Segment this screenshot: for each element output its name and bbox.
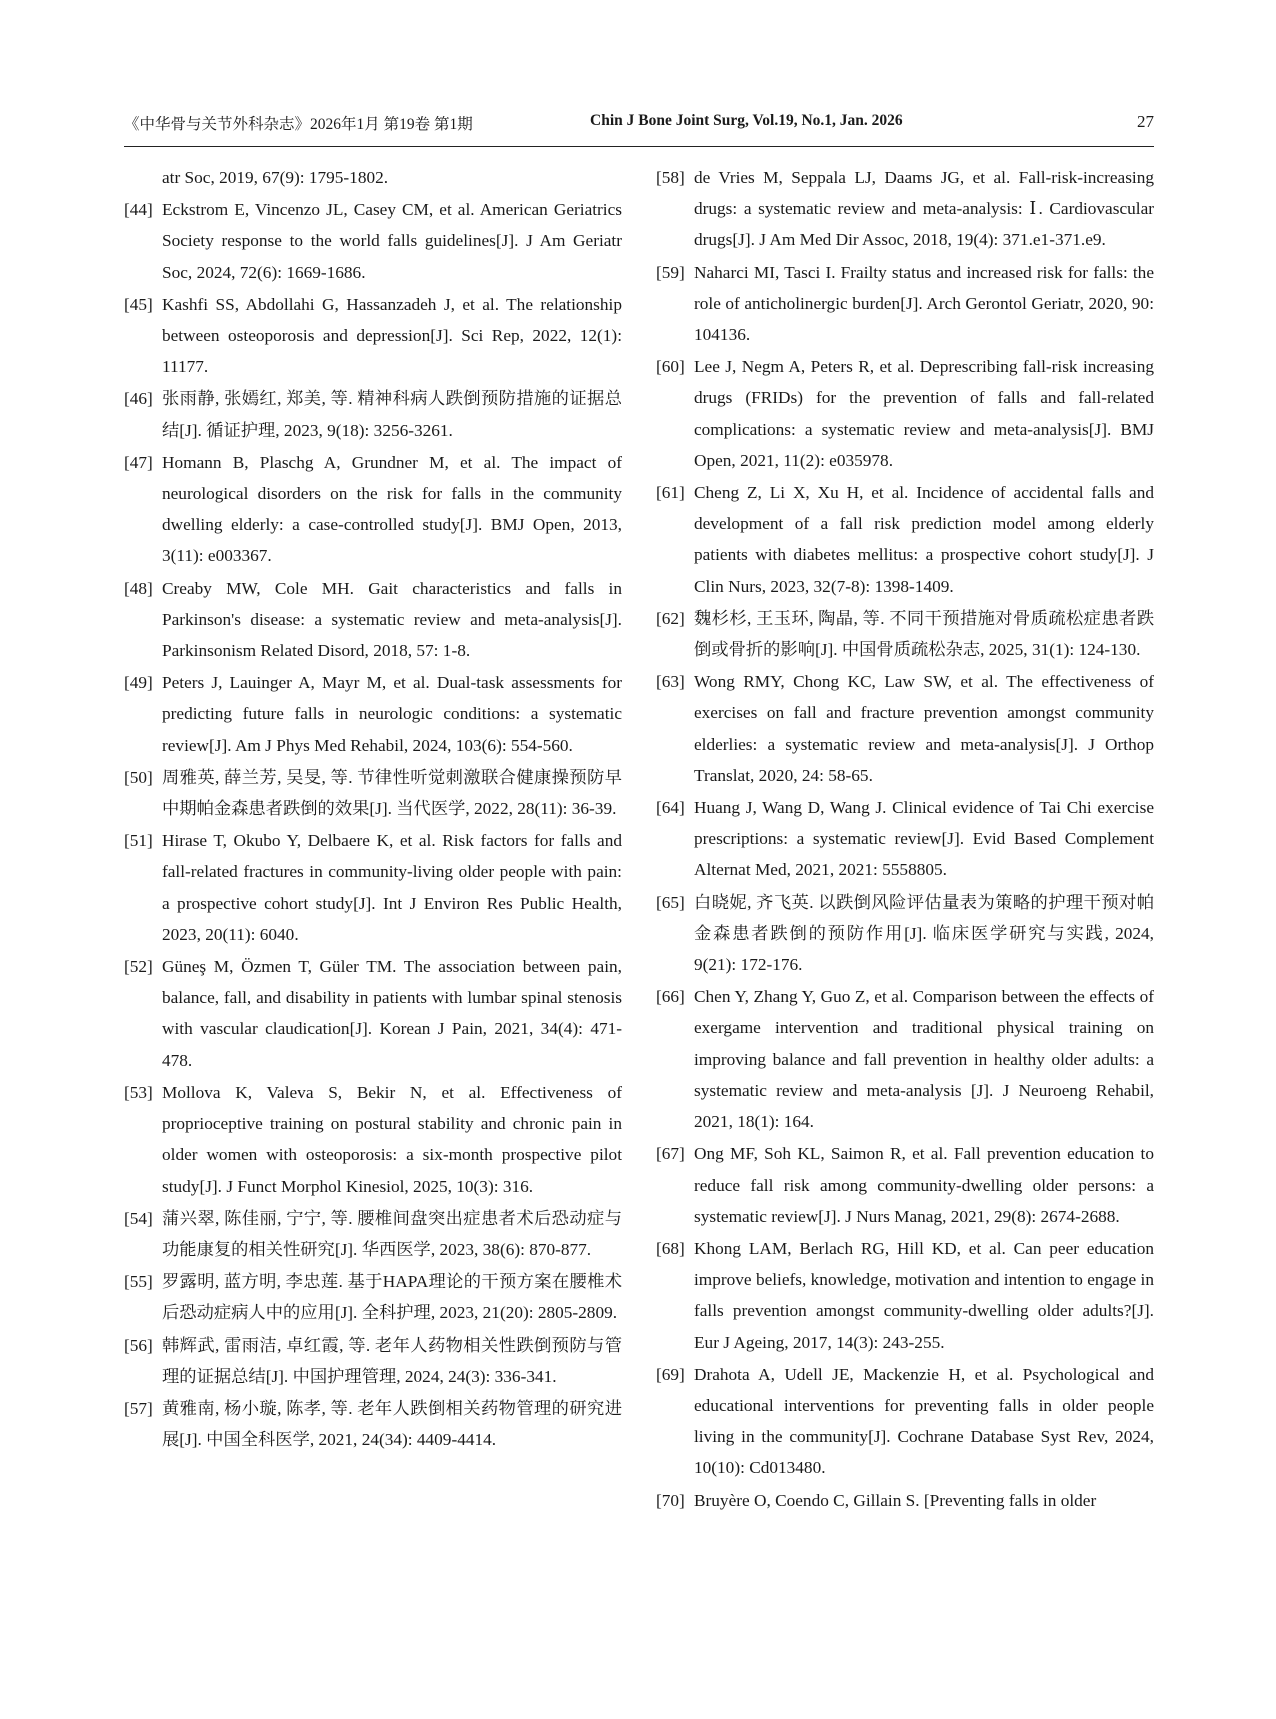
reference-text: 周雅英, 薛兰芳, 吴旻, 等. 节律性听觉刺激联合健康操预防早中期帕金森患者跌倒的效果[J]. 当代医学, 2022, 28(11): 36-39. xyxy=(162,767,622,819)
reference-entry xyxy=(124,762,622,824)
reference-text: atr Soc, 2019, 67(9): 1795-1802. xyxy=(162,168,389,187)
reference-number: [64] xyxy=(656,798,685,818)
reference-number: [45] xyxy=(124,294,153,314)
reference-number: [51] xyxy=(124,831,153,851)
reference-entry xyxy=(656,1359,1154,1484)
reference-number: [56] xyxy=(124,1335,153,1355)
reference-entry xyxy=(124,573,622,667)
reference-entry xyxy=(656,162,1154,256)
reference-text: Khong LAM, Berlach RG, Hill KD, et al. Can peer education improve beliefs, knowledge, motivation and intention to engage in falls prevention amongst community-dwelling older adults?[J]. Eur J Ageing, 2017, 14(3): 243-255. xyxy=(694,1238,1154,1352)
reference-entry xyxy=(124,1203,622,1265)
reference-text: 韩辉武, 雷雨洁, 卓红霞, 等. 老年人药物相关性跌倒预防与管理的证据总结[J]. 中国护理管理, 2024, 24(3): 336-341. xyxy=(162,1335,622,1386)
reference-column-right xyxy=(656,162,1154,1517)
reference-text: Creaby MW, Cole MH. Gait characteristics and falls in Parkinson's disease: a systematic review and meta-analysis[J]. Parkinsonism Related Disord, 2018, 57: 1-8. xyxy=(162,578,622,661)
reference-entry xyxy=(656,351,1154,476)
reference-text: 黄雅南, 杨小璇, 陈孝, 等. 老年人跌倒相关药物管理的研究进展[J]. 中国全科医学, 2021, 24(34): 4409-4414. xyxy=(162,1398,622,1450)
journal-title-cn: 《中华骨与关节外科杂志》2026年1月 第19卷 第1期 xyxy=(124,116,473,133)
reference-entry xyxy=(656,1138,1154,1232)
reference-number: [47] xyxy=(124,452,153,472)
reference-number: [48] xyxy=(124,578,153,598)
reference-text: Huang J, Wang D, Wang J. Clinical evidence of Tai Chi exercise prescriptions: a systematic review[J]. Evid Based Complement Alternat Med, 2021, 2021: 5558805. xyxy=(694,798,1154,880)
reference-number: [68] xyxy=(656,1238,685,1258)
reference-number: [53] xyxy=(124,1082,153,1102)
reference-text: 蒲兴翠, 陈佳丽, 宁宁, 等. 腰椎间盘突出症患者术后恐动症与功能康复的相关性研究[J]. 华西医学, 2023, 38(6): 870-877. xyxy=(162,1208,622,1259)
reference-entry xyxy=(124,1330,622,1392)
reference-entry xyxy=(656,1233,1154,1358)
reference-text: Wong RMY, Chong KC, Law SW, et al. The effectiveness of exercises on fall and fracture prevention amongst community elderlies: a systematic review and meta-analysis[J]. J Orthop Translat, 2020, 24: 58-65. xyxy=(694,672,1154,785)
reference-text: Ong MF, Soh KL, Saimon R, et al. Fall prevention education to reduce fall risk among community-dwelling older persons: a systematic review[J]. J Nurs Manag, 2021, 29(8): 2674-2688. xyxy=(694,1144,1154,1226)
reference-text: 魏杉杉, 王玉环, 陶晶, 等. 不同干预措施对骨质疏松症患者跌倒或骨折的影响[J]. 中国骨质疏松杂志, 2025, 31(1): 124-130. xyxy=(694,608,1154,660)
reference-number: [44] xyxy=(124,200,153,220)
reference-number: [69] xyxy=(656,1364,685,1384)
reference-text: 白晓妮, 齐飞英. 以跌倒风险评估量表为策略的护理干预对帕金森患者跌倒的预防作用[J]. 临床医学研究与实践, 2024, 9(21): 172-176. xyxy=(694,892,1154,975)
reference-entry xyxy=(656,477,1154,602)
reference-entry xyxy=(124,194,622,288)
reference-text: Güneş M, Özmen T, Güler TM. The association between pain, balance, fall, and disability in patients with lumbar spinal stenosis with vascular claudication[J]. Korean J Pain, 2021, 34(4): 471-478. xyxy=(162,957,622,1070)
reference-text: Homann B, Plaschg A, Grundner M, et al. The impact of neurological disorders on the risk for falls in the community dwelling elderly: a case-controlled study[J]. BMJ Open, 2013, 3(11): e003367. xyxy=(162,452,622,566)
reference-entry xyxy=(124,383,622,445)
reference-entry xyxy=(656,887,1154,981)
reference-entry xyxy=(124,162,622,193)
reference-entry xyxy=(656,792,1154,886)
reference-entry xyxy=(656,981,1154,1137)
reference-number: [62] xyxy=(656,608,685,628)
reference-text: de Vries M, Seppala LJ, Daams JG, et al. Fall-risk-increasing drugs: a systematic review and meta-analysis: Ⅰ. Cardiovascular drugs[J]. J Am Med Dir Assoc, 2018, 19(4): 371.e1-371.e9. xyxy=(694,168,1154,250)
reference-entry xyxy=(124,951,622,1076)
reference-number: [66] xyxy=(656,987,685,1007)
running-header xyxy=(124,112,1154,138)
reference-text: Cheng Z, Li X, Xu H, et al. Incidence of accidental falls and development of a fall risk prediction model among elderly patients with diabetes mellitus: a prospective cohort study[J]. J Clin Nurs, 2023, 32(7-8): 1398-1409. xyxy=(694,483,1154,596)
reference-number: [65] xyxy=(656,892,685,912)
reference-number: [50] xyxy=(124,767,153,787)
reference-text: Drahota A, Udell JE, Mackenzie H, et al. Psychological and educational interventions for preventing falls in older people living in the community[J]. Cochrane Database Syst Rev, 2024, 10(10): Cd013480. xyxy=(694,1364,1154,1478)
reference-number: [49] xyxy=(124,673,153,693)
reference-entry xyxy=(656,257,1154,351)
reference-number: [63] xyxy=(656,672,685,692)
reference-text: Peters J, Lauinger A, Mayr M, et al. Dual-task assessments for predicting future falls in neurologic conditions: a systematic review[J]. Am J Phys Med Rehabil, 2024, 103(6): 554-560. xyxy=(162,673,622,755)
reference-entry xyxy=(124,289,622,383)
reference-number: [52] xyxy=(124,957,153,977)
reference-text: Mollova K, Valeva S, Bekir N, et al. Effectiveness of proprioceptive training on postural stability and chronic pain in older women with osteoporosis: a six-month prospective pilot study[J]. J Funct Morphol Kinesiol, 2025, 10(3): 316. xyxy=(162,1082,622,1196)
reference-entry xyxy=(124,667,622,761)
reference-number: [67] xyxy=(656,1144,685,1164)
reference-number: [58] xyxy=(656,168,685,187)
reference-entry xyxy=(656,603,1154,665)
reference-entry xyxy=(656,1485,1154,1516)
reference-entry xyxy=(124,1393,622,1455)
reference-number: [46] xyxy=(124,389,153,409)
reference-number: [70] xyxy=(656,1490,685,1510)
reference-text: Naharci MI, Tasci I. Frailty status and increased risk for falls: the role of anticholinergic burden[J]. Arch Gerontol Geriatr, 2020, 90: 104136. xyxy=(694,262,1154,345)
reference-number: [54] xyxy=(124,1208,153,1228)
reference-text: Hirase T, Okubo Y, Delbaere K, et al. Risk factors for falls and fall-related fractures in community-living older people with pain: a prospective cohort study[J]. Int J Environ Res Public Health, 2023, 20(11): 6040. xyxy=(162,831,622,944)
reference-text: Bruyère O, Coendo C, Gillain S. [Preventing falls in older xyxy=(694,1490,1097,1510)
reference-text: 张雨静, 张嫣红, 郑美, 等. 精神科病人跌倒预防措施的证据总结[J]. 循证护理, 2023, 9(18): 3256-3261. xyxy=(162,389,622,440)
reference-text: Eckstrom E, Vincenzo JL, Casey CM, et al. American Geriatrics Society response to the world falls guidelines[J]. J Am Geriatr Soc, 2024, 72(6): 1669-1686. xyxy=(162,200,622,282)
reference-text: 罗露明, 蓝方明, 李忠莲. 基于HAPA理论的干预方案在腰椎术后恐动症病人中的应用[J]. 全科护理, 2023, 21(20): 2805-2809. xyxy=(162,1272,622,1323)
reference-entry xyxy=(656,666,1154,791)
reference-entry xyxy=(124,1077,622,1202)
reference-number: [61] xyxy=(656,483,685,503)
reference-text: Chen Y, Zhang Y, Guo Z, et al. Comparison between the effects of exergame intervention and traditional physical training on improving balance and fall prevention in healthy older adults: a systematic review and meta-analysis [J]. J Neuroeng Rehabil, 2021, 18(1): 164. xyxy=(694,987,1154,1132)
page-number: 27 xyxy=(1137,112,1154,131)
reference-text: Lee J, Negm A, Peters R, et al. Deprescribing fall-risk increasing drugs (FRIDs) for the prevention of falls and fall-related complications: a systematic review and meta-analysis[J]. BMJ Open, 2021, 11(2): e035978. xyxy=(694,357,1154,470)
reference-number: [60] xyxy=(656,357,685,377)
reference-text: Kashfi SS, Abdollahi G, Hassanzadeh J, et al. The relationship between osteoporosis and depression[J]. Sci Rep, 2022, 12(1): 11177. xyxy=(162,294,622,377)
reference-entry xyxy=(124,825,622,950)
reference-entry xyxy=(124,447,622,572)
reference-entry xyxy=(124,1266,622,1328)
header-rule xyxy=(124,146,1154,147)
reference-number: [57] xyxy=(124,1398,153,1418)
journal-title-en: Chin J Bone Joint Surg, Vol.19, No.1, Jan. 2026 xyxy=(590,112,903,129)
reference-column-left xyxy=(124,162,622,1456)
reference-number: [59] xyxy=(656,262,685,282)
reference-number: [55] xyxy=(124,1272,153,1292)
